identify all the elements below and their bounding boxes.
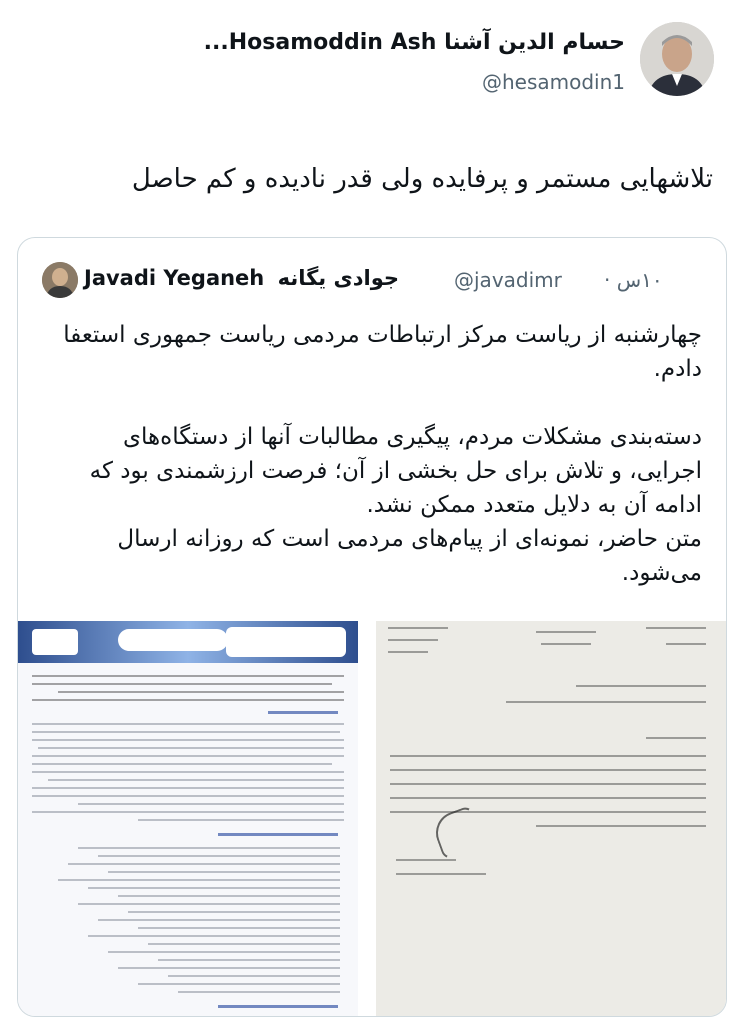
quoted-author-name-en: Javadi Yeganeh xyxy=(84,266,265,290)
resignation-letter-image[interactable] xyxy=(376,621,726,1016)
quoted-paragraph: دسته‌بندی مشکلات مردم، پیگیری مطالبات آنها از دستگاه‌های اجرایی، و تلاش برای حل بخشی از آن؛ فرصت ارزشمندی بود که ادامه آن به دلایل متعدد ممکن نشد. xyxy=(89,424,702,518)
quoted-paragraph: چهارشنبه از ریاست مرکز ارتباطات مردمی ریاست جمهوری استعفا دادم. xyxy=(63,322,702,382)
quoted-author-name[interactable] xyxy=(84,266,399,290)
document-report-image[interactable] xyxy=(18,621,358,1016)
quoted-tweet-header xyxy=(18,262,726,302)
quoted-tweet-media xyxy=(18,621,726,1016)
report-banner xyxy=(18,621,358,663)
quoted-tweet-card[interactable] xyxy=(17,237,727,1017)
signature xyxy=(430,805,486,861)
author-handle[interactable]: @hesamodin1 xyxy=(481,70,625,94)
author-display-name[interactable]: حسام الدین آشنا Hosamoddin Ash... xyxy=(203,30,625,55)
tweet-text: تلاشهایی مستمر و پرفایده ولی قدر نادیده و کم حاصل xyxy=(131,164,713,194)
quoted-tweet-text xyxy=(52,318,702,590)
quoted-paragraph: متن حاضر، نمونه‌ای از پیام‌های مردمی است که روزانه ارسال می‌شود. xyxy=(117,526,702,586)
quoted-author-handle[interactable]: @javadimr xyxy=(454,268,562,292)
quoted-author-name-fa: جوادی یگانه xyxy=(277,266,400,290)
author-avatar[interactable] xyxy=(640,22,714,96)
quoted-tweet-time[interactable]: ۱۰س · xyxy=(604,268,663,292)
quoted-author-avatar[interactable] xyxy=(42,262,78,298)
